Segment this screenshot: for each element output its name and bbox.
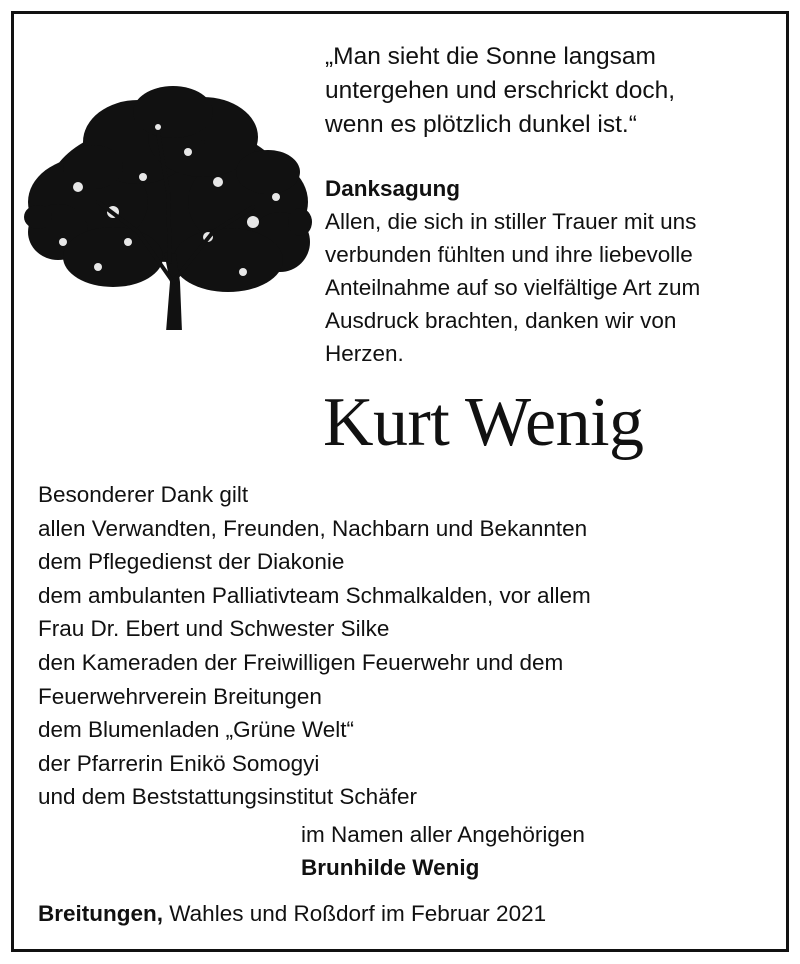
place-date-rest: Wahles und Roßdorf im Februar 2021 [163,901,547,926]
quote-line: untergehen und erschrickt doch, [325,77,676,104]
place-town: Breitungen, [38,901,164,926]
thanks-section [325,172,770,370]
thanks-line: Allen, die sich in stiller Trauer mit uns [325,209,697,234]
special-thanks-line: dem Pflegedienst der Diakonie [38,549,345,575]
on-behalf-text: im Namen aller Angehörigen [301,822,585,847]
special-thanks-line: und dem Beststattungsinstitut Schäfer [38,784,417,810]
special-thanks-list [38,478,758,814]
deceased-name: Kurt Wenig [323,384,644,461]
quote-line: „Man sieht die Sonne langsam [325,43,656,70]
place-date [38,897,546,930]
thanks-line: verbunden fühlten und ihre liebevolle [325,242,693,267]
tree-icon [18,82,314,330]
special-thanks-line: Feuerwehrverein Breitungen [38,683,322,709]
quote [325,40,765,142]
signer-name: Brunhilde Wenig [301,855,480,880]
signoff [301,818,585,884]
special-thanks-line: den Kameraden der Freiwilligen Feuerwehr und dem [38,649,564,675]
special-thanks-line: Frau Dr. Ebert und Schwester Silke [38,616,390,642]
quote-line: wenn es plötzlich dunkel ist.“ [325,111,637,138]
thanks-line: Anteilnahme auf so vielfältige Art zum [325,275,701,300]
special-thanks-line: der Pfarrerin Enikö Somogyi [38,750,320,776]
special-thanks-line: dem Blumenladen „Grüne Welt“ [38,717,354,743]
special-thanks-line: Besonderer Dank gilt [38,482,249,507]
special-thanks-line: dem ambulanten Palliativteam Schmalkalden, vor allem [38,582,591,608]
thanks-line: Ausdruck brachten, danken wir von [325,308,677,333]
thanks-line: Herzen. [325,341,404,366]
thanks-heading: Danksagung [325,176,461,201]
special-thanks-line: allen Verwandten, Freunden, Nachbarn und Bekannten [38,515,588,541]
